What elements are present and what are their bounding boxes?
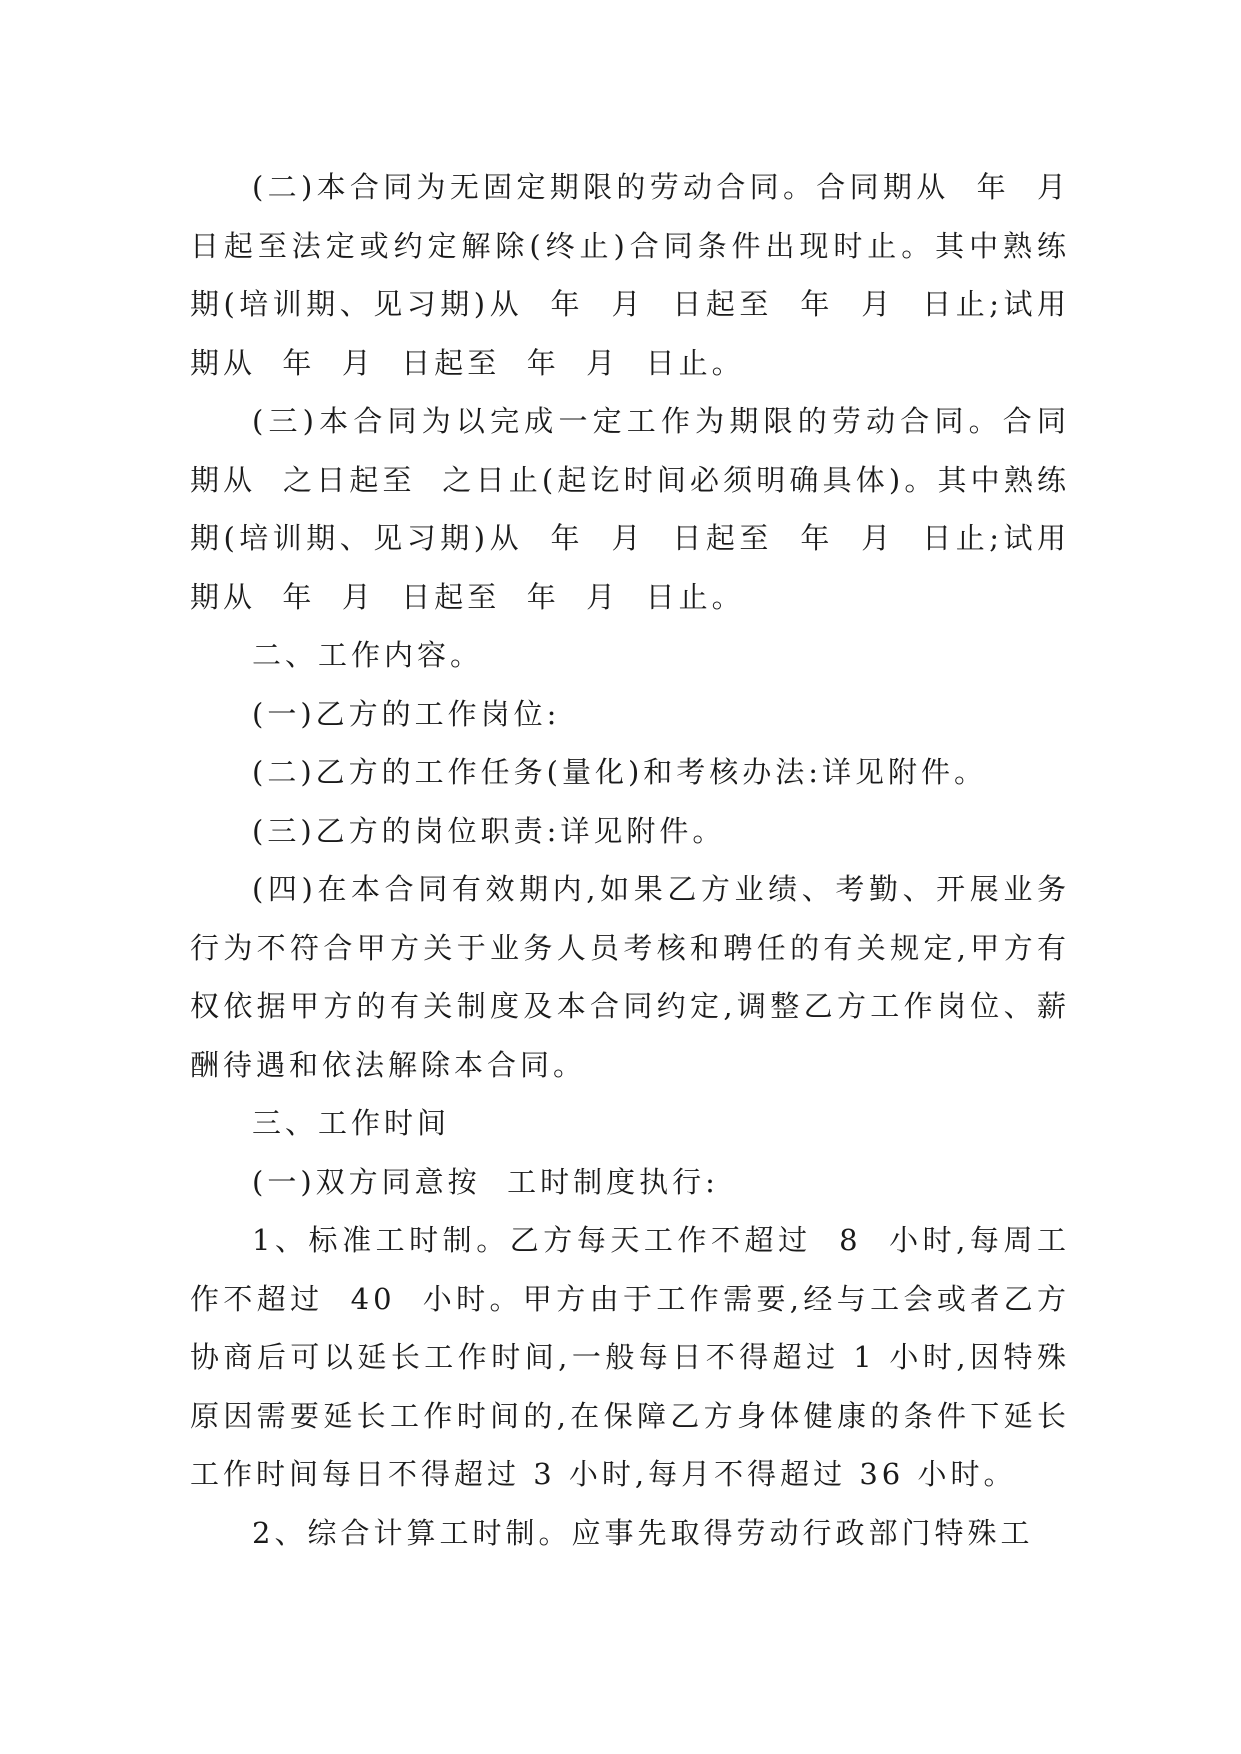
paragraph-fixed-term-none: (二)本合同为无固定期限的劳动合同。合同期从 年 月 日起至法定或约定解除(终止)合同条件出现时止。其中熟练期(培训期、见习期)从 年 月 日起至 年 月 日止;试用期从 年 月 日起至 年 月 日止。 (190, 170, 1084, 380)
paragraph-job-position: (一)乙方的工作岗位: (252, 696, 561, 731)
document-body (190, 158, 1084, 1562)
paragraph-job-duties: (三)乙方的岗位职责:详见附件。 (252, 813, 726, 848)
section-heading-work-content: 二、工作内容。 (252, 638, 484, 672)
paragraph-job-tasks: (二)乙方的工作任务(量化)和考核办法:详见附件。 (252, 755, 988, 789)
paragraph-adjustment: (四)在本合同有效期内,如果乙方业绩、考勤、开展业务行为不符合甲方关于业务人员考核和聘任的有关规定,甲方有权依据甲方的有关制度及本合同约定,调整乙方工作岗位、薪酬待遇和依法解除本合同。 (190, 872, 1070, 1082)
paragraph-comprehensive-hours: 2、综合计算工时制。应事先取得劳动行政部门特殊工 (252, 1515, 1034, 1550)
paragraph-work-hour-system: (一)双方同意按 工时制度执行: (252, 1164, 719, 1199)
section-heading-work-time: 三、工作时间 (252, 1106, 451, 1140)
paragraph-standard-hours: 1、标准工时制。乙方每天工作不超过 8 小时,每周工作不超过 40 小时。甲方由于工作需要,经与工会或者乙方协商后可以延长工作时间,一般每日不得超过 1 小时,因特殊原因需要延长工作时间的,在保障乙方身体健康的条件下延长工作时间每日不得超过 3 小时,每月不得超过 36 小时。 (190, 1223, 1070, 1491)
paragraph-task-term: (三)本合同为以完成一定工作为期限的劳动合同。合同期从 之日起至 之日止(起讫时间必须明确具体)。其中熟练期(培训期、见习期)从 年 月 日起至 年 月 日止;试用期从 年 月 日起至 年 月 日止。 (190, 404, 1070, 614)
